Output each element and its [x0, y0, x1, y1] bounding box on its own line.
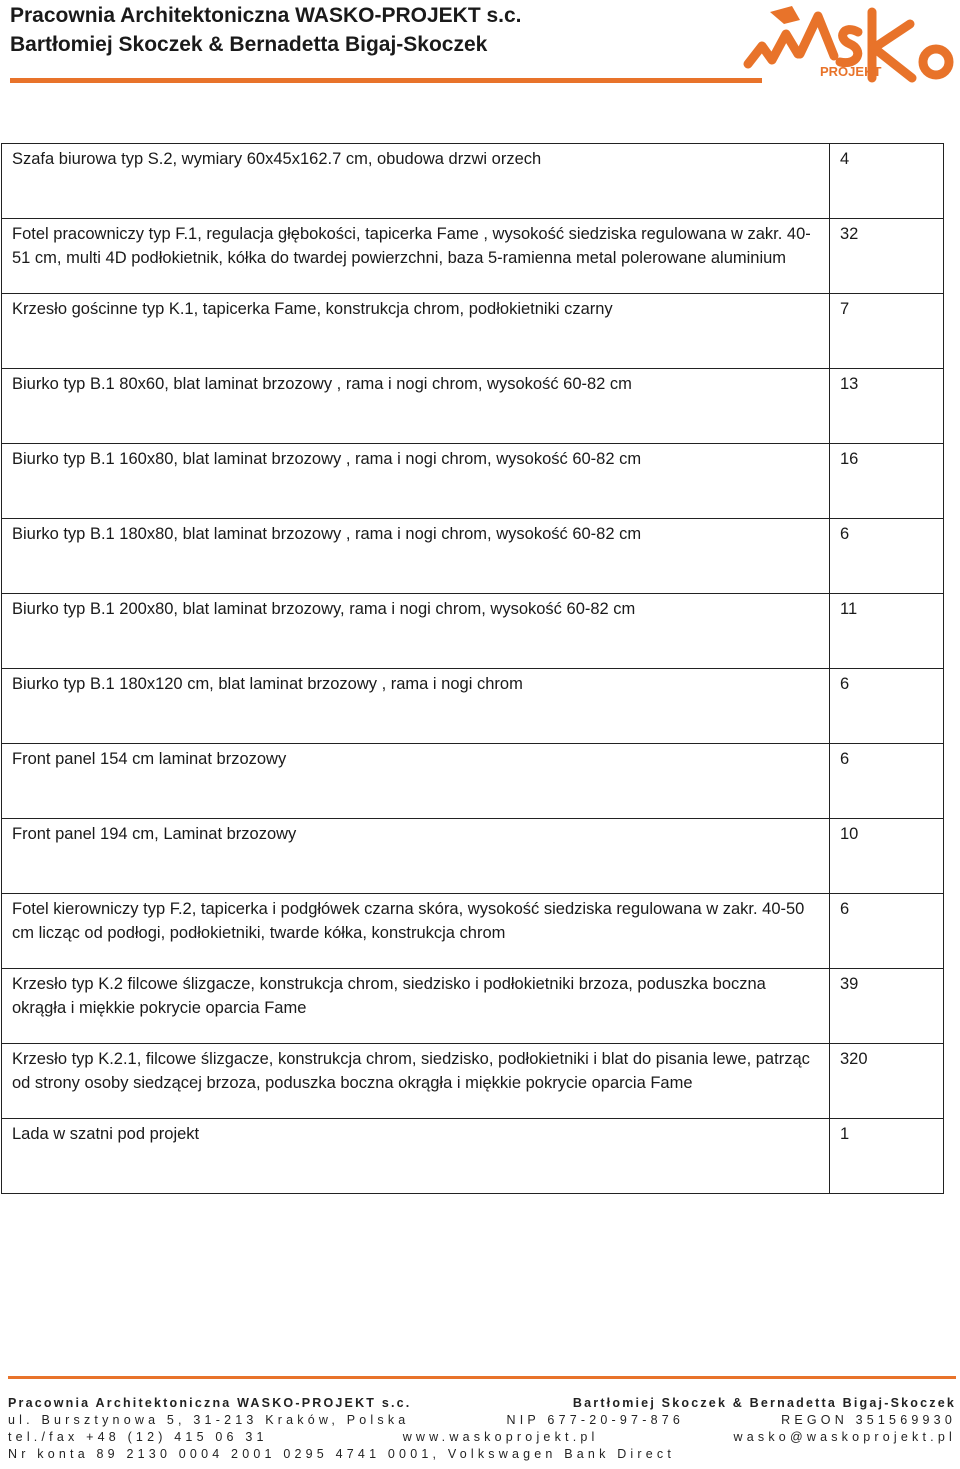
table-row	[2, 1044, 944, 1119]
table-row	[2, 144, 944, 219]
footer-rule	[8, 1376, 956, 1379]
company-name: Pracownia Architektoniczna WASKO-PROJEKT s.c.	[10, 4, 522, 27]
item-description: Lada w szatni pod projekt	[2, 1119, 830, 1194]
footer-row-4	[8, 1447, 956, 1461]
footer-row-2	[8, 1413, 956, 1427]
item-description: Krzesło gościnne typ K.1, tapicerka Fame, konstrukcja chrom, podłokietniki czarny	[2, 294, 830, 369]
item-description: Biurko typ B.1 160x80, blat laminat brzozowy , rama i nogi chrom, wysokość 60-82 cm	[2, 444, 830, 519]
table-row	[2, 669, 944, 744]
table-row	[2, 969, 944, 1044]
table-row	[2, 744, 944, 819]
footer-account: Nr konta 89 2130 0004 2001 0295 4741 0001, Volkswagen Bank Direct	[8, 1447, 676, 1461]
page-footer	[0, 1376, 960, 1469]
item-description: Fotel pracowniczy typ F.1, regulacja głębokości, tapicerka Fame , wysokość siedziska regulowana w zakr. 40-51 cm, multi 4D podłokietnik, kółka do twardej powierzchni, baza 5-ramienna metal polerowane aluminium	[2, 219, 830, 294]
item-description: Krzesło typ K.2.1, filcowe ślizgacze, konstrukcja chrom, siedzisko, podłokietniki i blat do pisania lewe, patrząc od strony osoby siedzącej brzoza, poduszka boczna okrągła i miękkie pokrycie oparcia Fame	[2, 1044, 830, 1119]
logo-subtext: PROJEKT	[820, 64, 882, 79]
item-quantity: 6	[830, 894, 944, 969]
item-quantity: 39	[830, 969, 944, 1044]
table-row	[2, 444, 944, 519]
item-quantity: 1	[830, 1119, 944, 1194]
footer-regon: REGON 351569930	[781, 1413, 956, 1427]
footer-row-3	[8, 1430, 956, 1444]
footer-web: www.waskoprojekt.pl	[402, 1430, 599, 1444]
table-row	[2, 819, 944, 894]
table-row	[2, 294, 944, 369]
table-row	[2, 519, 944, 594]
item-quantity: 7	[830, 294, 944, 369]
item-description: Fotel kierowniczy typ F.2, tapicerka i podgłówek czarna skóra, wysokość siedziska regulowana w zakr. 40-50 cm licząc od podłogi, podłokietniki, twarde kółka, konstrukcja chrom	[2, 894, 830, 969]
item-quantity: 11	[830, 594, 944, 669]
footer-phone: tel./fax +48 (12) 415 06 31	[8, 1430, 268, 1444]
item-description: Biurko typ B.1 180x120 cm, blat laminat brzozowy , rama i nogi chrom	[2, 669, 830, 744]
footer-nip: NIP 677-20-97-876	[506, 1413, 685, 1427]
item-description: Szafa biurowa typ S.2, wymiary 60x45x162.7 cm, obudowa drzwi orzech	[2, 144, 830, 219]
item-quantity: 10	[830, 819, 944, 894]
header-rule	[10, 78, 762, 83]
item-quantity: 4	[830, 144, 944, 219]
table-row	[2, 1119, 944, 1194]
item-description: Front panel 194 cm, Laminat brzozowy	[2, 819, 830, 894]
page-header	[0, 0, 960, 100]
table-row	[2, 594, 944, 669]
footer-address: ul. Bursztynowa 5, 31-213 Kraków, Polska	[8, 1413, 410, 1427]
item-description: Biurko typ B.1 80x60, blat laminat brzozowy , rama i nogi chrom, wysokość 60-82 cm	[2, 369, 830, 444]
item-quantity: 13	[830, 369, 944, 444]
owners-names: Bartłomiej Skoczek & Bernadetta Bigaj-Skoczek	[10, 33, 488, 56]
item-description: Biurko typ B.1 200x80, blat laminat brzozowy, rama i nogi chrom, wysokość 60-82 cm	[2, 594, 830, 669]
table-row	[2, 894, 944, 969]
item-quantity: 6	[830, 669, 944, 744]
item-quantity: 6	[830, 519, 944, 594]
table-row	[2, 369, 944, 444]
item-quantity: 16	[830, 444, 944, 519]
item-quantity: 6	[830, 744, 944, 819]
footer-row-1	[8, 1396, 956, 1410]
item-quantity: 320	[830, 1044, 944, 1119]
footer-company: Pracownia Architektoniczna WASKO-PROJEKT s.c.	[8, 1396, 412, 1410]
footer-email: wasko@waskoprojekt.pl	[733, 1430, 956, 1444]
item-quantity: 32	[830, 219, 944, 294]
item-description: Krzesło typ K.2 filcowe ślizgacze, konstrukcja chrom, siedzisko i podłokietniki brzoza, poduszka boczna okrągła i miękkie pokrycie oparcia Fame	[2, 969, 830, 1044]
item-description: Front panel 154 cm laminat brzozowy	[2, 744, 830, 819]
footer-owners: Bartłomiej Skoczek & Bernadetta Bigaj-Skoczek	[572, 1396, 956, 1410]
items-table	[1, 143, 944, 1194]
item-description: Biurko typ B.1 180x80, blat laminat brzozowy , rama i nogi chrom, wysokość 60-82 cm	[2, 519, 830, 594]
table-row	[2, 219, 944, 294]
